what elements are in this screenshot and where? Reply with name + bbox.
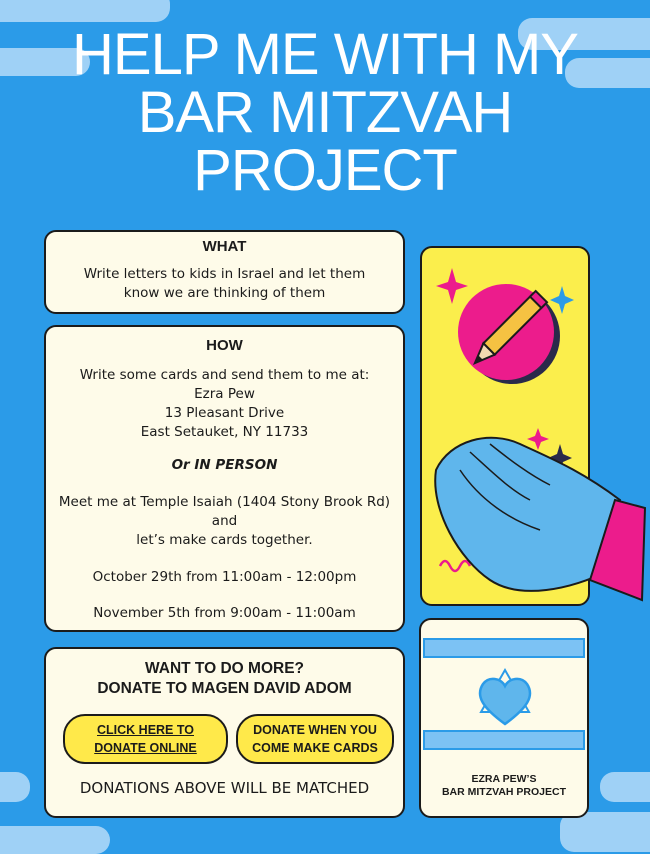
what-heading: WHAT	[202, 238, 247, 255]
what-text-line-2: know we are thinking of them	[123, 285, 326, 301]
donate-online-line-1: CLICK HERE TO	[97, 723, 194, 737]
badge-stripe-bottom	[423, 730, 585, 750]
decor-bar-bottom-right	[600, 772, 650, 802]
how-heading: HOW	[206, 337, 243, 354]
what-text-line-1: Write letters to kids in Israel and let them	[83, 266, 366, 282]
decor-bar-bottom-right-2	[560, 812, 650, 852]
sparkle-blue-icon	[550, 286, 574, 314]
hand-icon	[430, 430, 650, 610]
decor-bar-top-left	[0, 0, 170, 22]
donate-cards-line-2: COME MAKE CARDS	[252, 741, 378, 755]
badge-line-2: BAR MITZVAH PROJECT	[441, 786, 567, 798]
meet-line-2: let’s make cards together.	[136, 532, 313, 548]
donate-cards-line-1: DONATE WHEN YOU	[253, 723, 377, 737]
title-line-1: HELP ME WITH MY	[72, 22, 578, 87]
donate-heading	[46, 659, 403, 699]
donate-heading-line-1: WANT TO DO MORE?	[144, 660, 304, 677]
project-badge	[419, 618, 589, 818]
decor-bar-bottom-left	[0, 772, 30, 802]
how-card	[44, 325, 405, 632]
or-in-person: Or IN PERSON	[171, 457, 278, 473]
event-date-2: November 5th from 9:00am - 11:00am	[93, 605, 356, 621]
donate-in-person-button[interactable]	[236, 714, 394, 764]
heart-star-icon	[473, 668, 537, 728]
badge-line-1: EZRA PEW’S	[471, 773, 537, 785]
page-title	[0, 22, 650, 203]
meet-line-1: Meet me at Temple Isaiah (1404 Stony Brook Rd) and	[58, 494, 391, 529]
title-line-2: BAR MITZVAH	[137, 80, 513, 145]
matched-note: DONATIONS ABOVE WILL BE MATCHED	[79, 779, 370, 797]
badge-caption	[421, 773, 587, 799]
donate-heading-line-2: DONATE TO MAGEN DAVID ADOM	[97, 680, 352, 697]
donate-online-line-2: DONATE ONLINE	[94, 741, 197, 755]
title-line-3: PROJECT	[193, 138, 457, 203]
donate-card	[44, 647, 405, 818]
how-intro: Write some cards and send them to me at:	[79, 367, 370, 383]
address-name: Ezra Pew	[194, 386, 255, 402]
decor-bar-bottom-left-2	[0, 826, 110, 854]
address-city: East Setauket, NY 11733	[140, 424, 309, 440]
event-date-1: October 29th from 11:00am - 12:00pm	[92, 569, 357, 585]
what-card	[44, 230, 405, 314]
sparkle-pink-icon	[436, 268, 468, 304]
donate-online-button[interactable]	[63, 714, 228, 764]
badge-stripe-top	[423, 638, 585, 658]
address-street: 13 Pleasant Drive	[164, 405, 285, 421]
